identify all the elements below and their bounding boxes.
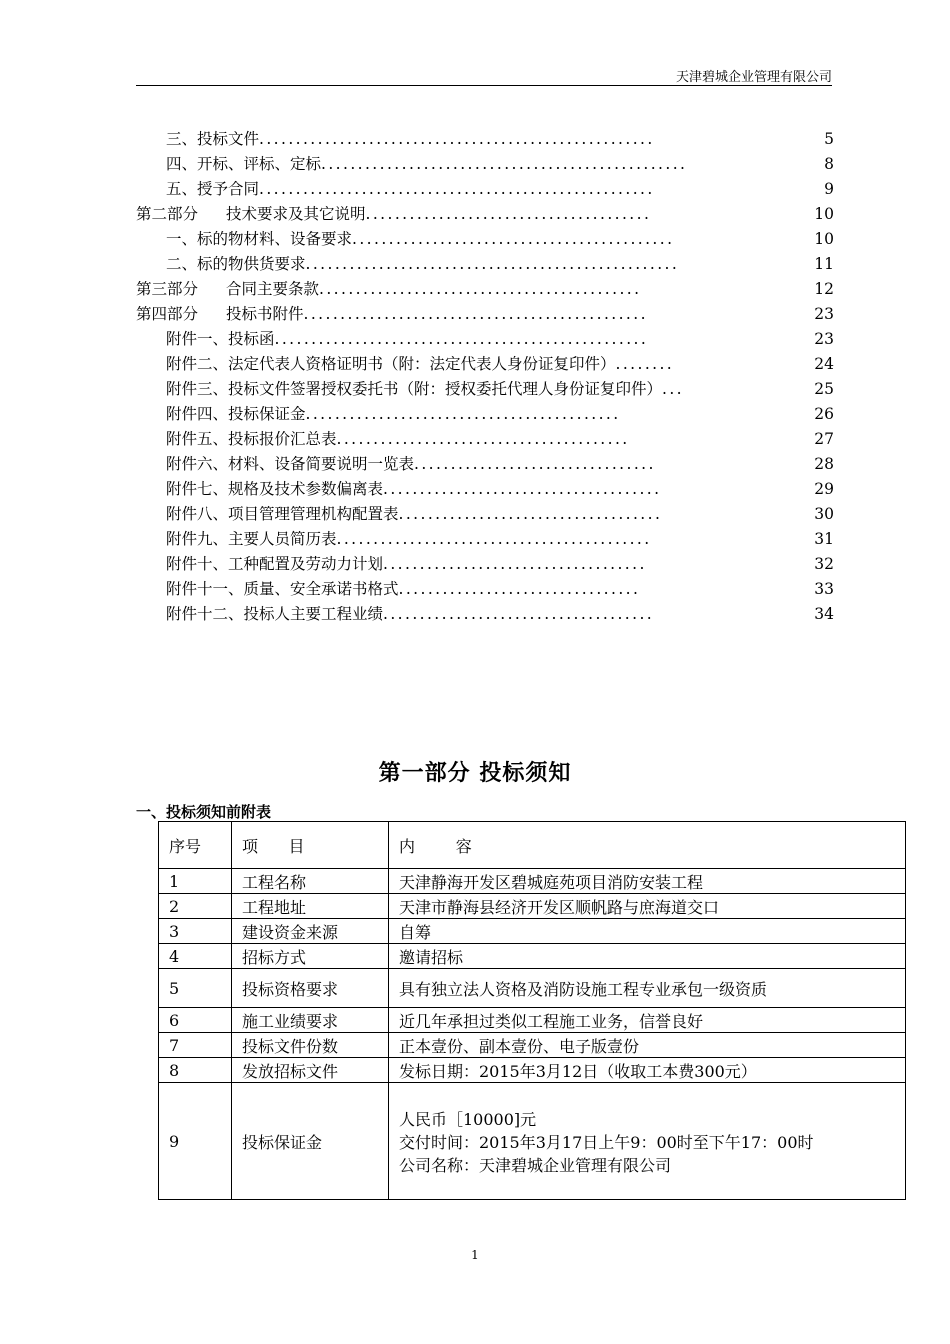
toc-page-number: 34 bbox=[814, 605, 834, 623]
toc-label: 五、授予合同 bbox=[166, 180, 260, 198]
bid-info-table bbox=[158, 821, 906, 1200]
toc-page-number: 30 bbox=[814, 505, 834, 523]
toc-page-number: 27 bbox=[814, 430, 834, 448]
toc-label-secondary: 技术要求及其它说明 bbox=[226, 205, 366, 223]
table-header-row bbox=[159, 822, 906, 869]
table-row bbox=[159, 944, 906, 969]
row-item: 招标方式 bbox=[232, 944, 389, 969]
row-content bbox=[389, 894, 906, 919]
toc-entry bbox=[136, 227, 836, 252]
header-no: 序号 bbox=[159, 822, 232, 869]
toc-page-number: 23 bbox=[814, 330, 834, 348]
table-row bbox=[159, 1058, 906, 1083]
row-item: 发放招标文件 bbox=[232, 1058, 389, 1083]
toc-page-number: 12 bbox=[814, 280, 834, 298]
toc-page-number: 28 bbox=[814, 455, 834, 473]
header-item: 项 目 bbox=[232, 822, 389, 869]
toc-label: 第四部分 bbox=[136, 305, 199, 323]
toc-leader-dots: ........................................... bbox=[305, 405, 621, 423]
toc-label: 附件十二、投标人主要工程业绩 bbox=[166, 605, 384, 623]
row-item: 施工业绩要求 bbox=[232, 1008, 389, 1033]
toc-page-number: 8 bbox=[824, 155, 834, 173]
toc-page-number: 10 bbox=[814, 205, 834, 223]
row-content-line: 交付时间：2015年3月17日上午9：00时至下午17：00时 bbox=[399, 1132, 814, 1152]
row-number: 6 bbox=[159, 1008, 232, 1033]
toc-leader-dots: ...................................................... bbox=[259, 130, 655, 148]
row-number: 4 bbox=[159, 944, 232, 969]
row-number: 3 bbox=[159, 919, 232, 944]
toc-label-secondary: 投标书附件 bbox=[226, 305, 304, 323]
toc-label: 附件五、投标报价汇总表 bbox=[166, 430, 337, 448]
toc-entry bbox=[136, 377, 836, 402]
toc-leader-dots: ............................................ bbox=[319, 280, 642, 298]
toc-leader-dots: ...................................... bbox=[383, 480, 662, 498]
toc-leader-dots: .................................................. bbox=[321, 155, 688, 173]
toc-page-number: 24 bbox=[814, 355, 834, 373]
toc-label: 附件二、法定代表人资格证明书（附：法定代表人身份证复印件） bbox=[166, 355, 616, 373]
toc-label: 附件九、主要人员简历表 bbox=[166, 530, 337, 548]
toc-page-number: 25 bbox=[814, 380, 834, 398]
header-rule bbox=[136, 85, 832, 86]
toc-leader-dots: ............................................ bbox=[352, 230, 675, 248]
toc-label: 附件八、项目管理管理机构配置表 bbox=[166, 505, 399, 523]
row-content-line: 公司名称：天津碧城企业管理有限公司 bbox=[399, 1155, 672, 1175]
row-content bbox=[389, 869, 906, 894]
toc-page-number: 32 bbox=[814, 555, 834, 573]
toc-label: 附件七、规格及技术参数偏离表 bbox=[166, 480, 384, 498]
row-content-line: 具有独立法人资格及消防设施工程专业承包一级资质 bbox=[399, 979, 768, 999]
toc-label: 附件三、投标文件签署授权委托书（附：授权委托代理人身份证复印件） bbox=[166, 380, 663, 398]
table-title: 一、投标须知前附表 bbox=[136, 803, 272, 821]
toc-entry bbox=[136, 477, 836, 502]
table-row bbox=[159, 894, 906, 919]
row-content bbox=[389, 1008, 906, 1033]
toc-entry bbox=[136, 177, 836, 202]
row-content-line: 邀请招标 bbox=[399, 947, 464, 967]
row-content-line: 人民币［10000]元 bbox=[399, 1109, 537, 1129]
toc-entry bbox=[136, 402, 836, 427]
row-content bbox=[389, 1033, 906, 1058]
toc-leader-dots: ................................................... bbox=[305, 255, 680, 273]
header-content: 内 容 bbox=[389, 822, 906, 869]
row-content bbox=[389, 1058, 906, 1083]
toc-label: 附件十、工种配置及劳动力计划 bbox=[166, 555, 384, 573]
toc-leader-dots: ...................................................... bbox=[259, 180, 655, 198]
toc-page-number: 33 bbox=[814, 580, 834, 598]
toc-page-number: 23 bbox=[814, 305, 834, 323]
row-item: 投标文件份数 bbox=[232, 1033, 389, 1058]
toc-entry bbox=[136, 502, 836, 527]
toc-entry bbox=[136, 327, 836, 352]
toc-leader-dots: ................................. bbox=[398, 580, 641, 598]
toc-label-secondary: 合同主要条款 bbox=[226, 280, 320, 298]
toc-entry bbox=[136, 602, 836, 627]
row-item: 投标保证金 bbox=[232, 1083, 389, 1200]
toc-leader-dots: .................................... bbox=[383, 555, 647, 573]
toc-entry bbox=[136, 527, 836, 552]
row-content-line: 天津市静海县经济开发区顺帆路与庶海道交口 bbox=[399, 897, 720, 917]
row-number: 2 bbox=[159, 894, 232, 919]
row-number: 7 bbox=[159, 1033, 232, 1058]
toc-leader-dots: ................................................... bbox=[274, 330, 649, 348]
toc-label: 第二部分 bbox=[136, 205, 199, 223]
toc-leader-dots: ........................................... bbox=[336, 530, 652, 548]
toc-leader-dots: ........ bbox=[615, 355, 675, 373]
toc-label: 附件一、投标函 bbox=[166, 330, 275, 348]
toc-label: 附件四、投标保证金 bbox=[166, 405, 306, 423]
row-content bbox=[389, 1083, 906, 1200]
table-row bbox=[159, 869, 906, 894]
toc-page-number: 26 bbox=[814, 405, 834, 423]
toc-leader-dots: ........................................ bbox=[336, 430, 630, 448]
table-row bbox=[159, 919, 906, 944]
row-number: 5 bbox=[159, 969, 232, 1008]
row-number: 1 bbox=[159, 869, 232, 894]
toc-label: 附件十一、质量、安全承诺书格式 bbox=[166, 580, 399, 598]
toc-leader-dots: ....................................... bbox=[365, 205, 652, 223]
toc-entry bbox=[136, 302, 836, 327]
toc-entry bbox=[136, 152, 836, 177]
toc-page-number: 11 bbox=[814, 255, 834, 273]
page-number: 1 bbox=[471, 1248, 479, 1262]
row-content-line: 天津静海开发区碧城庭苑项目消防安装工程 bbox=[399, 872, 704, 892]
table-row bbox=[159, 969, 906, 1008]
row-number: 9 bbox=[159, 1083, 232, 1200]
toc-label: 四、开标、评标、定标 bbox=[166, 155, 322, 173]
toc-entry bbox=[136, 427, 836, 452]
row-content-line: 发标日期：2015年3月12日（收取工本费300元） bbox=[399, 1061, 757, 1081]
table-of-contents bbox=[136, 127, 836, 627]
toc-label: 一、标的物材料、设备要求 bbox=[166, 230, 353, 248]
row-item: 建设资金来源 bbox=[232, 919, 389, 944]
toc-entry bbox=[136, 352, 836, 377]
toc-page-number: 5 bbox=[824, 130, 834, 148]
toc-leader-dots: .................................... bbox=[398, 505, 663, 523]
toc-entry bbox=[136, 252, 836, 277]
header-company: 天津碧城企业管理有限公司 bbox=[675, 70, 832, 85]
toc-label: 三、投标文件 bbox=[166, 130, 260, 148]
row-item: 投标资格要求 bbox=[232, 969, 389, 1008]
toc-entry bbox=[136, 577, 836, 602]
toc-page-number: 31 bbox=[814, 530, 834, 548]
toc-leader-dots: ..................................... bbox=[383, 605, 655, 623]
table-row bbox=[159, 1008, 906, 1033]
toc-page-number: 10 bbox=[814, 230, 834, 248]
row-content bbox=[389, 919, 906, 944]
toc-label: 第三部分 bbox=[136, 280, 199, 298]
toc-entry bbox=[136, 127, 836, 152]
row-item: 工程地址 bbox=[232, 894, 389, 919]
toc-page-number: 29 bbox=[814, 480, 834, 498]
toc-label: 附件六、材料、设备简要说明一览表 bbox=[166, 455, 415, 473]
toc-entry bbox=[136, 202, 836, 227]
toc-leader-dots: ... bbox=[662, 380, 684, 398]
row-content-line: 正本壹份、副本壹份、电子版壹份 bbox=[399, 1036, 640, 1056]
row-number: 8 bbox=[159, 1058, 232, 1083]
toc-leader-dots: ............................................... bbox=[303, 305, 648, 323]
table-row bbox=[159, 1083, 906, 1200]
row-content-line: 自筹 bbox=[399, 922, 432, 942]
toc-leader-dots: ................................. bbox=[414, 455, 656, 473]
row-content-line: 近几年承担过类似工程施工业务，信誉良好 bbox=[399, 1011, 704, 1031]
row-item: 工程名称 bbox=[232, 869, 389, 894]
row-content bbox=[389, 969, 906, 1008]
toc-entry bbox=[136, 552, 836, 577]
toc-entry bbox=[136, 277, 836, 302]
toc-page-number: 9 bbox=[824, 180, 834, 198]
row-content bbox=[389, 944, 906, 969]
table-row bbox=[159, 1033, 906, 1058]
toc-label: 二、标的物供货要求 bbox=[166, 255, 306, 273]
toc-entry bbox=[136, 452, 836, 477]
section-title: 第一部分 投标须知 bbox=[378, 761, 572, 786]
